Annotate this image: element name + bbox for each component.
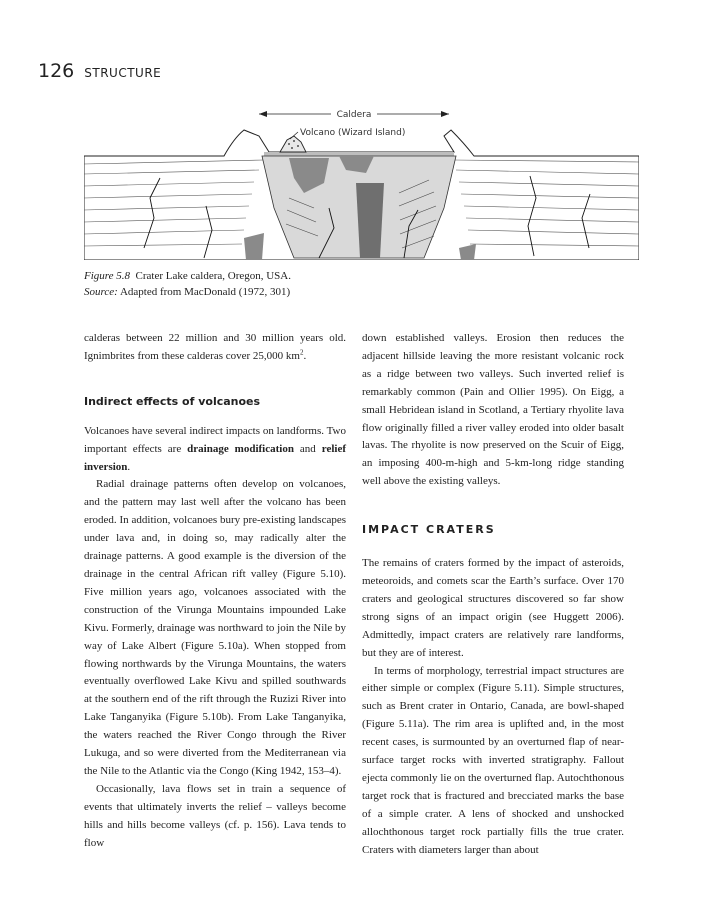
superscript: 2	[299, 348, 304, 357]
running-head: STRUCTURE	[84, 66, 162, 80]
figure-number: Figure 5.8	[84, 270, 131, 282]
section-heading: Indirect effects of volcanoes	[84, 394, 261, 408]
section-heading: IMPACT CRATERS	[362, 523, 496, 537]
key-term: relief inversion	[84, 442, 346, 473]
figure-caption	[84, 268, 624, 300]
caldera-label: Caldera	[336, 110, 372, 120]
wizard-island-cone	[280, 136, 306, 152]
page-header	[38, 60, 161, 82]
caption-text: Crater Lake caldera, Oregon, USA.	[135, 270, 291, 282]
source-text: Adapted from MacDonald (1972, 301)	[119, 286, 291, 298]
source-line	[84, 284, 624, 300]
right-column	[362, 330, 624, 859]
caption-line	[84, 268, 624, 284]
paragraph: Volcanoes have several indirect impacts on landforms. Two important effects are drainage modification and relief inversion.	[84, 424, 346, 473]
source-label: Source:	[84, 286, 118, 298]
paragraph: Occasionally, lava flows set in train a sequence of events that ultimately inverts the relief – valleys become hills and hills become valleys (cf. p. 156). Lava tends to flow	[84, 782, 346, 849]
volcano-label: Volcano (Wizard Island)	[300, 128, 406, 138]
paragraph: In terms of morphology, terrestrial impact structures are either simple or complex (Figure 5.11). Simple structures, such as Brent crater in Ontario, Canada, are bowl-shaped (Figure 5.11a). The rim area is uplifted and, in the most recent cases, is surmounted by an overturned flap of near-surface target rocks with inverted stratigraphy. Fallout ejecta commonly lie on the overturned flap. Autochthonous target rock that is fractured and brecciated marks the base of a simple crater. A lens of shocked and unshocked allochthonous target rock partially fills the true crater. Craters with diameters larger than about	[362, 664, 624, 856]
page-number: 126	[38, 60, 75, 82]
paragraph: The remains of craters formed by the impact of asteroids, meteoroids, and comets scar the Earth’s surface. Over 170 craters and geological structures discovered so far show strong signs of an impact origin (see Huggett 2006). Admittedly, impact craters are relatively rare landforms, but they are of interest.	[362, 557, 624, 659]
caldera-cross-section	[84, 98, 639, 260]
crater-lake-figure	[84, 98, 639, 260]
key-term: drainage modification	[187, 442, 294, 455]
paragraph: Radial drainage patterns often develop on volcanoes, and the pattern may last well after the volcano has been eroded. In addition, volcanoes bury pre-existing landscapes under lava and, in doing so, may radically alter the drainage patterns. A good example is the diversion of the drainage in the central African rift valley (Figure 5.10). Five million years ago, volcanoes associated with the construction of the Virunga Mountains impounded Lake Kivu. Formerly, drainage was northward to join the Nile by way of Lake Albert (Figure 5.10a). When stopped from flowing northwards by the Virunga Mountains, the waters eventually overflowed Lake Kivu and spilled southwards at the southern end of the rift through the Ruzizi River into Lake Tanganyika (Figure 5.10b). From Lake Tanganyika, the waters reached the River Congo through the River Lukuga, and so were diverted from the Mediterranean via the Nile to the Atlantic via the Congo (King 1942, 153–4).	[84, 478, 346, 777]
left-column	[84, 330, 346, 852]
paragraph: calderas between 22 million and 30 million years old. Ignimbrites from these calderas cover 25,000 $km^2$.	[84, 332, 346, 362]
paragraph: down established valleys. Erosion then reduces the adjacent hillside leaving the more resistant volcanic rock as a ridge between two valleys. Such inverted relief is remarkably common (Pain and Ollier 1995). On Eigg, a small Hebridean island in Scotland, a Tertiary rhyolite lava flow originally filled a river valley eroded into older basalt lavas. The rhyolite is now preserved on the Scuir of Eigg, an imposing 400-m-high and 5-km-long ridge standing well above the existing valleys.	[362, 332, 624, 488]
